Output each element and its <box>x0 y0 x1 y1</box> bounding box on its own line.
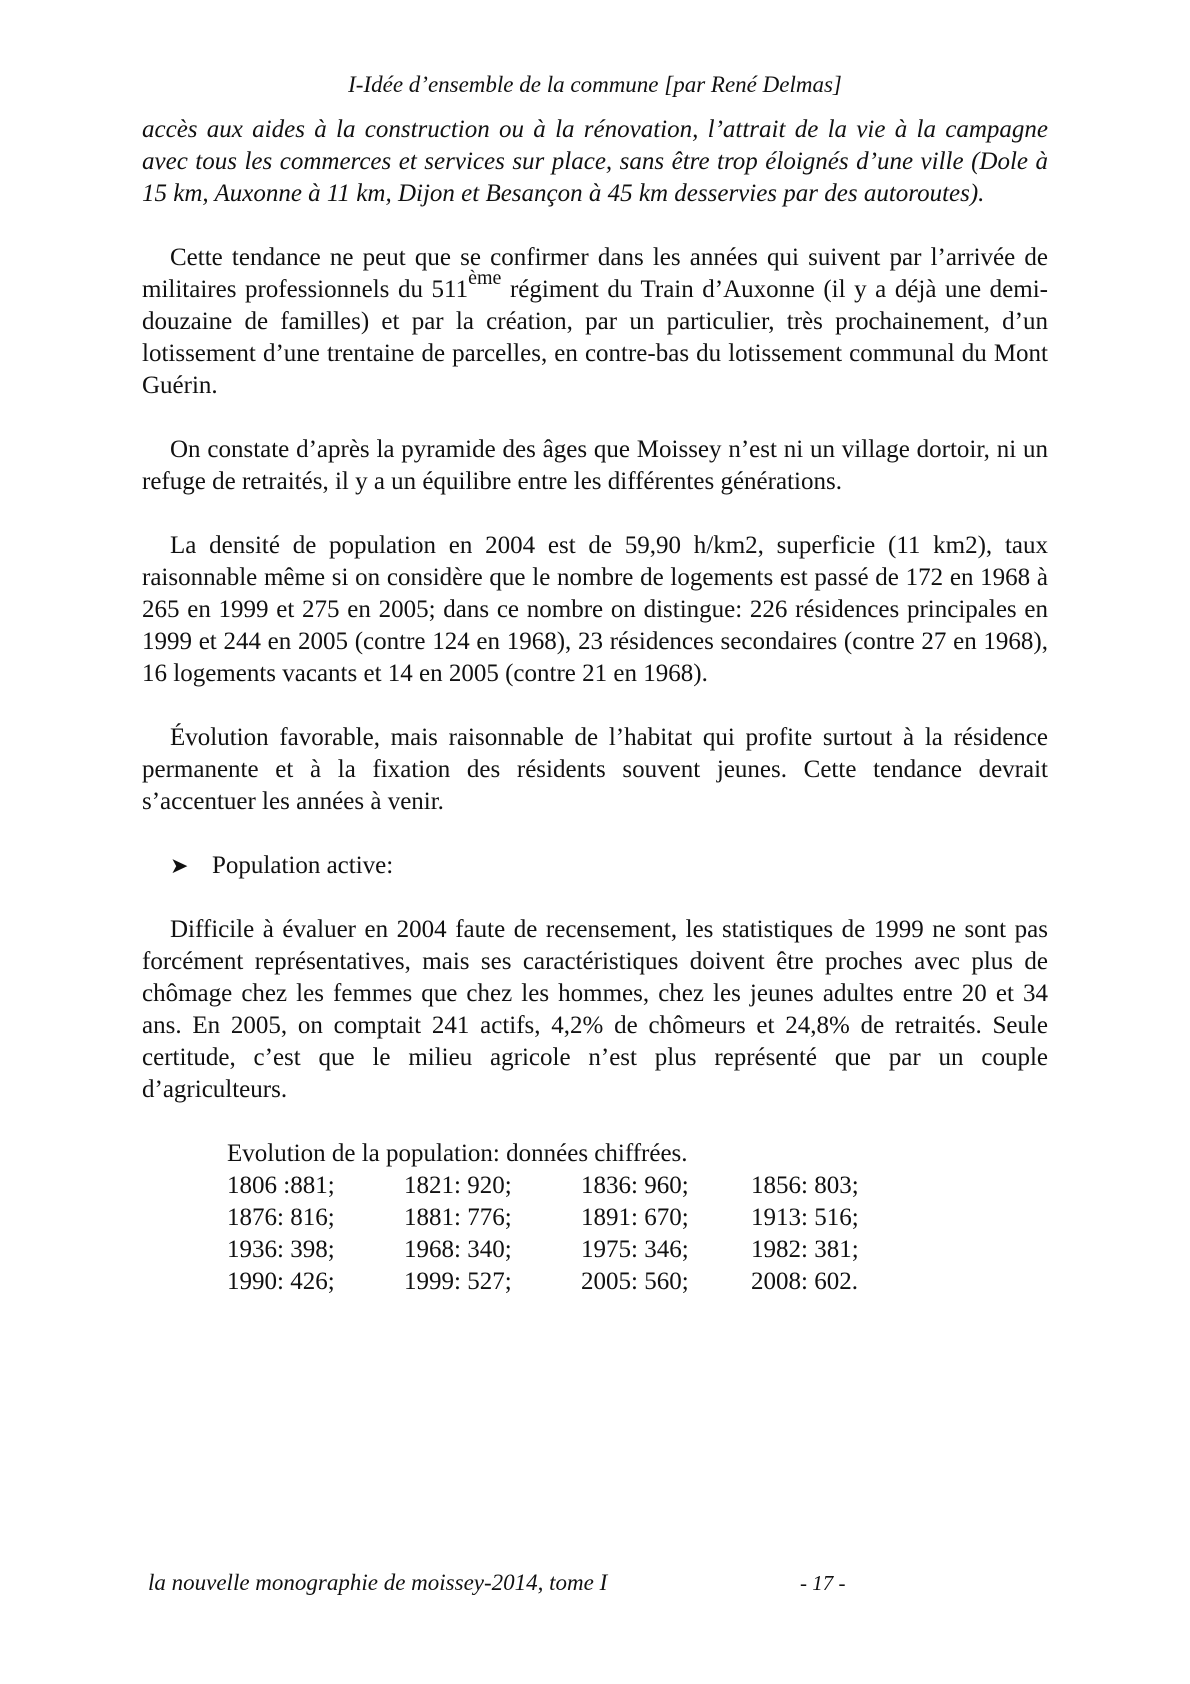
paragraph-housing-attraction: accès aux aides à la construction ou à la rénovation, l’attrait de la vie à la campagne avec tous les commerces et services sur place, sans être trop éloignés d’une ville (Dole à 15 km, Auxonne à 11 km, Dijon et Besançon à 45 km desservies par des autoroutes). <box>142 116 1048 207</box>
table-cell: 1806 :881; <box>227 1172 335 1199</box>
paragraph-trend-confirmation <box>142 242 1048 402</box>
table-cell: 1968: 340; <box>404 1236 512 1263</box>
paragraph-age-pyramid: On constate d’après la pyramide des âges que Moissey n’est ni un village dortoir, ni un refuge de retraités, il y a un équilibre entre les différentes générations. <box>142 436 1048 495</box>
arrow-bullet-icon: ➤ <box>170 853 189 878</box>
population-table <box>227 1170 891 1298</box>
running-header: I-Idée d’ensemble de la commune [par René Delmas] <box>348 72 842 97</box>
table-cell: 1836: 960; <box>581 1172 689 1199</box>
footer-book-title: la nouvelle monographie de moissey-2014, tome I <box>148 1570 608 1595</box>
ordinal-superscript: ème <box>468 266 502 289</box>
paragraph-text-part: Cette tendance ne peut que se confirmer dans les années qui suivent par l’arrivée de militaires professionnels du 511 <box>142 244 1048 303</box>
table-cell: 1975: 346; <box>581 1236 689 1263</box>
table-cell: 1876: 816; <box>227 1204 335 1231</box>
paragraph-population-density: La densité de population en 2004 est de 59,90 h/km2, superficie (11 km2), taux raisonnable même si on considère que le nombre de logements est passé de 172 en 1968 à 265 en 1999 et 275 en 2005; dans ce nombre on distingue: 226 résidences principales en 1999 et 244 en 2005 (contre 124 en 1968), 23 résidences secondaires (contre 27 en 1968), 16 logements vacants et 14 en 2005 (contre 21 en 1968). <box>142 532 1048 687</box>
paragraph-text-part: régiment du Train d’Auxonne (il y a déjà une demi-douzaine de familles) et par la création, par un particulier, très prochainement, d’un lotissement d’une trentaine de parcelles, en contre-bas du lotissement communal du Mont Guérin. <box>142 276 1048 399</box>
table-row <box>227 1266 891 1298</box>
population-table-title: Evolution de la population: données chiffrées. <box>227 1140 688 1167</box>
table-cell: 1999: 527; <box>404 1268 512 1295</box>
bullet-active-population <box>142 850 1048 882</box>
footer-page-number: - 17 - <box>800 1571 846 1595</box>
table-cell: 1990: 426; <box>227 1268 335 1295</box>
table-cell: 1913: 516; <box>751 1204 859 1231</box>
table-cell: 1982: 381; <box>751 1236 859 1263</box>
document-body <box>142 114 1048 1298</box>
table-cell: 2008: 602. <box>751 1268 858 1295</box>
paragraph-housing-evolution: Évolution favorable, mais raisonnable de l’habitat qui profite surtout à la résidence permanente et à la fixation des résidents souvent jeunes. Cette tendance devrait s’accentuer les années à venir. <box>142 724 1048 815</box>
paragraph-active-population: Difficile à évaluer en 2004 faute de recensement, les statistiques de 1999 ne sont pas forcément représentatives, mais ses caractéristiques doivent être proches avec plus de chômage chez les femmes que chez les hommes, chez les jeunes adultes entre 20 et 34 ans. En 2005, on comptait 241 actifs, 4,2% de chômeurs et 24,8% de retraités. Seule certitude, c’est que le milieu agricole n’est plus représenté que par un couple d’agriculteurs. <box>142 916 1048 1103</box>
table-cell: 1856: 803; <box>751 1172 859 1199</box>
table-row <box>227 1234 891 1266</box>
table-cell: 2005: 560; <box>581 1268 689 1295</box>
table-cell: 1881: 776; <box>404 1204 512 1231</box>
table-row <box>227 1202 891 1234</box>
table-cell: 1891: 670; <box>581 1204 689 1231</box>
table-cell: 1936: 398; <box>227 1236 335 1263</box>
table-row <box>227 1170 891 1202</box>
bullet-label: Population active: <box>212 852 394 879</box>
table-cell: 1821: 920; <box>404 1172 512 1199</box>
